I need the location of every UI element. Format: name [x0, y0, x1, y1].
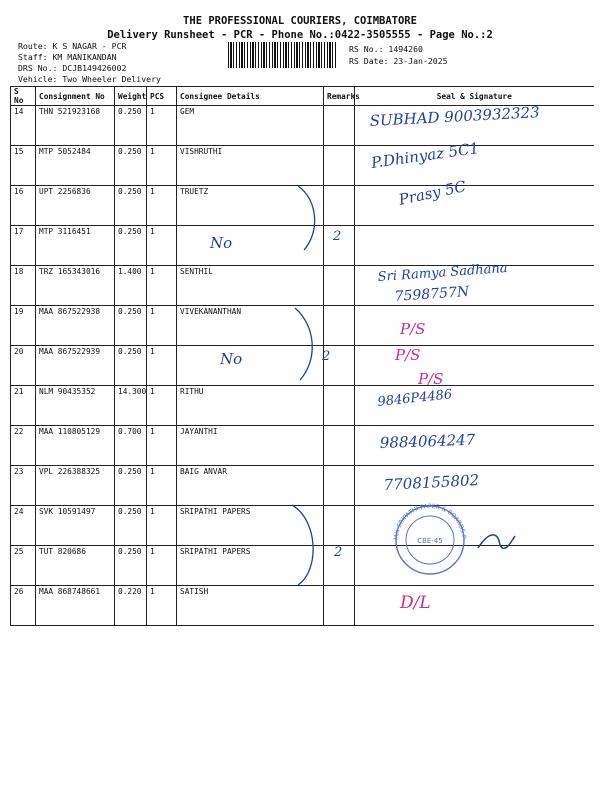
- cell-remarks: [324, 226, 355, 266]
- cell-signature: [355, 226, 594, 266]
- cell-sno: 25: [11, 546, 36, 586]
- cell-consignee: SENTHIL: [177, 266, 324, 306]
- vehicle-label: Vehicle: Two Wheeler Delivery: [18, 74, 161, 84]
- cell-weight: 0.250: [115, 106, 147, 146]
- cell-signature: [355, 506, 594, 546]
- cell-sno: 24: [11, 506, 36, 546]
- cell-weight: 0.250: [115, 146, 147, 186]
- cell-remarks: [324, 466, 355, 506]
- table-row: [11, 506, 594, 546]
- cell-weight: 0.250: [115, 186, 147, 226]
- cell-remarks: [324, 186, 355, 226]
- col-pcs: PCS: [147, 87, 177, 106]
- cell-weight: 0.250: [115, 466, 147, 506]
- cell-weight: 14.300: [115, 386, 147, 426]
- cell-pcs: 1: [147, 506, 177, 546]
- cell-consignment: THN 521923168: [36, 106, 115, 146]
- drs-label: DRS No.: DCJB149426002: [18, 63, 127, 73]
- cell-consignment: MAA 110805129: [36, 426, 115, 466]
- cell-pcs: 1: [147, 426, 177, 466]
- cell-signature: [355, 346, 594, 386]
- rs-number: RS No.: 1494260: [349, 44, 423, 54]
- cell-remarks: [324, 306, 355, 346]
- handwritten-signature: 9884064247: [379, 430, 476, 452]
- cell-signature: [355, 186, 594, 226]
- cell-signature: [355, 106, 594, 146]
- cell-consignment: MAA 867522938: [36, 306, 115, 346]
- cell-remarks: [324, 546, 355, 586]
- col-signature: Seal & Signature: [355, 87, 594, 106]
- table-row: [11, 266, 594, 306]
- cell-weight: 0.700: [115, 426, 147, 466]
- handwritten-note: 2: [333, 229, 342, 244]
- cell-consignee: BAIG ANVAR: [177, 466, 324, 506]
- handwritten-signature: Sri Ramya Sadhana: [377, 260, 508, 285]
- cell-consignment: UPT 2256836: [36, 186, 115, 226]
- table-row: [11, 426, 594, 466]
- cell-pcs: 1: [147, 226, 177, 266]
- cell-signature: [355, 546, 594, 586]
- col-remarks: Remarks: [324, 87, 355, 106]
- cell-sno: 22: [11, 426, 36, 466]
- cell-consignee: SATISH: [177, 586, 324, 626]
- cell-consignment: VPL 226388325: [36, 466, 115, 506]
- cell-weight: 0.250: [115, 306, 147, 346]
- cell-weight: 0.250: [115, 506, 147, 546]
- stamp-code: CBE-45: [417, 537, 443, 545]
- cell-signature: [355, 146, 594, 186]
- handwritten-signature: 9846P4486: [376, 387, 453, 410]
- cell-weight: 0.250: [115, 346, 147, 386]
- cell-consignment: TRZ 165343016: [36, 266, 115, 306]
- cell-consignee: TRUETZ: [177, 186, 324, 226]
- cell-consignee: VIVEKANANTHAN: [177, 306, 324, 346]
- cell-sno: 17: [11, 226, 36, 266]
- cell-consignee: [177, 226, 324, 266]
- cell-weight: 0.250: [115, 226, 147, 266]
- rs-date: RS Date: 23-Jan-2025: [349, 56, 448, 66]
- cell-sno: 26: [11, 586, 36, 626]
- cell-consignment: MAA 867522939: [36, 346, 115, 386]
- handwritten-signature: D/L: [400, 593, 431, 613]
- cell-weight: 1.400: [115, 266, 147, 306]
- handwritten-signature: P/S: [418, 370, 444, 388]
- cell-pcs: 1: [147, 266, 177, 306]
- table-header-row: [11, 87, 594, 106]
- cell-remarks: [324, 506, 355, 546]
- table-row: [11, 306, 594, 346]
- cell-pcs: 1: [147, 146, 177, 186]
- cell-sno: 14: [11, 106, 36, 146]
- cell-remarks: [324, 386, 355, 426]
- cell-pcs: 1: [147, 386, 177, 426]
- cell-consignment: MAA 868748661: [36, 586, 115, 626]
- handwritten-note: 2: [322, 349, 331, 364]
- cell-consignment: NLM 90435352: [36, 386, 115, 426]
- table-row: [11, 386, 594, 426]
- handwritten-signature: P/S: [400, 320, 426, 338]
- handwritten-note: No: [220, 350, 243, 368]
- cell-remarks: [324, 586, 355, 626]
- col-consignment: Consignment No: [36, 87, 115, 106]
- col-sno: S No: [11, 87, 36, 106]
- cell-pcs: 1: [147, 546, 177, 586]
- cell-pcs: 1: [147, 586, 177, 626]
- cell-signature: [355, 426, 594, 466]
- stamp-ring-text: M/s SRIPATHI PAPER & BOARDS P: [392, 502, 468, 541]
- table-row: [11, 226, 594, 266]
- cell-remarks: [324, 106, 355, 146]
- cell-pcs: 1: [147, 186, 177, 226]
- cell-remarks: [324, 266, 355, 306]
- cell-signature: [355, 266, 594, 306]
- cell-consignment: SVK 10591497: [36, 506, 115, 546]
- cell-sno: 23: [11, 466, 36, 506]
- cell-remarks: [324, 146, 355, 186]
- cell-pcs: 1: [147, 106, 177, 146]
- cell-consignment: MTP 3116451: [36, 226, 115, 266]
- col-consignee: Consignee Details: [177, 87, 324, 106]
- company-title: THE PROFESSIONAL COURIERS, COIMBATORE: [183, 15, 417, 27]
- cell-consignment: TUT 820686: [36, 546, 115, 586]
- staff-label: Staff: KM MANIKANDAN: [18, 52, 117, 62]
- handwritten-signature: 7598757N: [394, 283, 470, 305]
- table-row: [11, 586, 594, 626]
- cell-signature: [355, 586, 594, 626]
- cell-sno: 19: [11, 306, 36, 346]
- handwritten-signature: P/S: [395, 346, 421, 364]
- cell-pcs: 1: [147, 346, 177, 386]
- cell-consignee: RITHU: [177, 386, 324, 426]
- cell-signature: [355, 466, 594, 506]
- col-weight: Weight: [115, 87, 147, 106]
- table-row: [11, 106, 594, 146]
- handwritten-note: 2: [334, 545, 343, 560]
- cell-pcs: 1: [147, 306, 177, 346]
- route-label: Route: K S NAGAR - PCR: [18, 41, 127, 51]
- cell-consignee: [177, 346, 324, 386]
- cell-weight: 0.250: [115, 546, 147, 586]
- table-row: [11, 186, 594, 226]
- cell-sno: 15: [11, 146, 36, 186]
- handwritten-signature: 7708155802: [383, 471, 480, 494]
- cell-consignee: SRIPATHI PAPERS: [177, 506, 324, 546]
- cell-consignee: SRIPATHI PAPERS: [177, 546, 324, 586]
- cell-sno: 18: [11, 266, 36, 306]
- runsheet-subtitle: Delivery Runsheet - PCR - Phone No.:0422-3505555 - Page No.:2: [107, 29, 493, 41]
- cell-consignee: VISHRUTHI: [177, 146, 324, 186]
- cell-consignment: MTP 5052484: [36, 146, 115, 186]
- table-row: [11, 346, 594, 386]
- cell-consignee: GEM: [177, 106, 324, 146]
- table-row: [11, 546, 594, 586]
- handwritten-note: No: [210, 234, 233, 252]
- cell-weight: 0.220: [115, 586, 147, 626]
- barcode-graphic: [228, 42, 338, 68]
- handwritten-signature: Prasy 5C: [397, 177, 468, 209]
- cell-sno: 20: [11, 346, 36, 386]
- cell-consignee: JAYANTHI: [177, 426, 324, 466]
- table-row: [11, 146, 594, 186]
- cell-sno: 21: [11, 386, 36, 426]
- handwritten-signature: P.Dhinyaz 5C1: [370, 139, 481, 172]
- cell-sno: 16: [11, 186, 36, 226]
- cell-pcs: 1: [147, 466, 177, 506]
- runsheet-table: [10, 86, 594, 626]
- cell-signature: [355, 306, 594, 346]
- cell-remarks: [324, 346, 355, 386]
- cell-remarks: [324, 426, 355, 466]
- handwritten-signature: SUBHAD 9003932323: [369, 103, 541, 130]
- table-row: [11, 466, 594, 506]
- cell-signature: [355, 386, 594, 426]
